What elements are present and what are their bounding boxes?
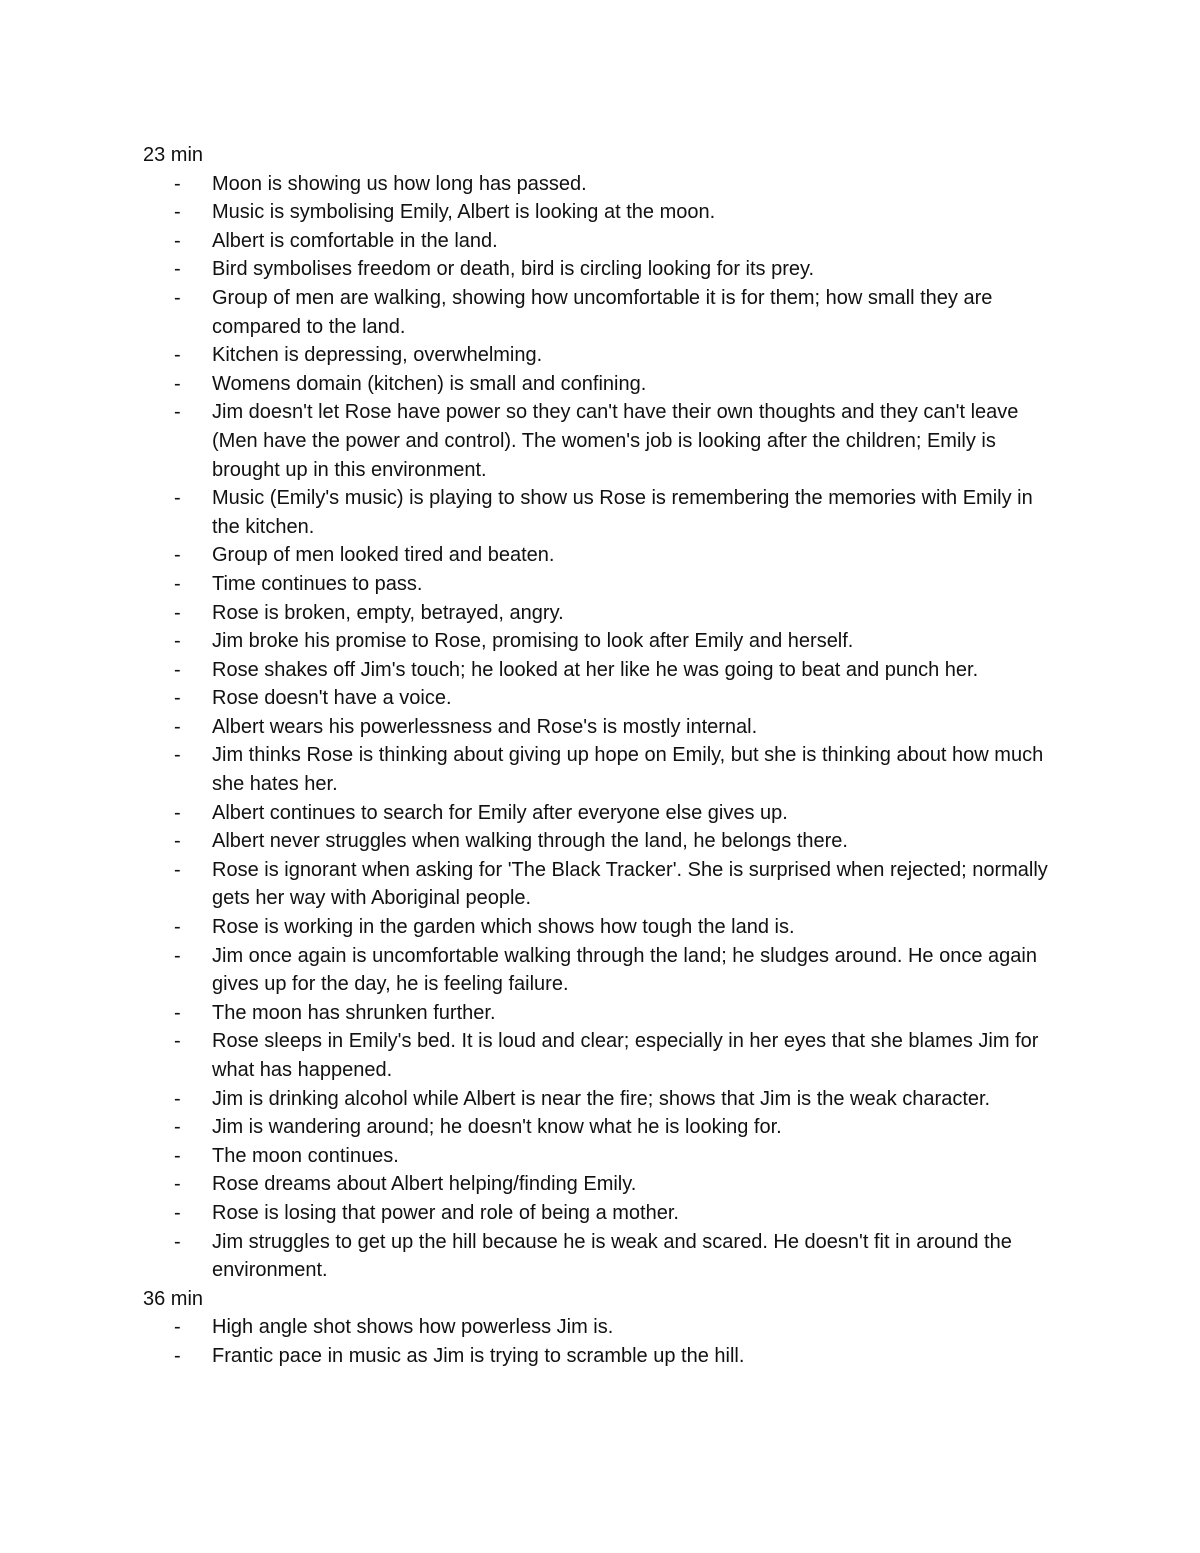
- note-text: Rose dreams about Albert helping/finding Emily.: [212, 1173, 637, 1196]
- list-item: [143, 1342, 1063, 1371]
- list-item: [143, 198, 1063, 227]
- note-text: Womens domain (kitchen) is small and confining.: [212, 372, 647, 395]
- list-item: [143, 1313, 1063, 1342]
- list-item: [143, 398, 1063, 484]
- dash-bullet: -: [174, 1344, 181, 1367]
- list-item: [143, 713, 1063, 742]
- dash-bullet: -: [174, 658, 181, 681]
- note-text: Jim doesn't let Rose have power so they can't have their own thoughts and they can't leave (Men have the power and control). The women's job is looking after the children; Emily is brought up in this environment.: [212, 401, 1019, 481]
- section-heading: 23 min: [143, 144, 204, 166]
- dash-bullet: -: [174, 687, 181, 710]
- dash-bullet: -: [174, 1116, 181, 1139]
- list-item: [143, 684, 1063, 713]
- dash-bullet: -: [174, 1316, 181, 1339]
- note-text: Jim is drinking alcohol while Albert is near the fire; shows that Jim is the weak character.: [212, 1087, 991, 1110]
- dash-bullet: -: [174, 229, 181, 252]
- dash-bullet: -: [174, 1087, 181, 1110]
- dash-bullet: -: [174, 801, 181, 824]
- dash-bullet: -: [174, 1001, 181, 1024]
- list-item: [143, 741, 1063, 798]
- note-text: Albert wears his powerlessness and Rose's is mostly internal.: [212, 715, 758, 738]
- list-item: [143, 1228, 1063, 1285]
- note-text: Albert is comfortable in the land.: [212, 229, 498, 252]
- document-page: [143, 141, 1063, 1371]
- note-text: Frantic pace in music as Jim is trying to scramble up the hill.: [212, 1344, 745, 1367]
- list-item: [143, 570, 1063, 599]
- list-item: [143, 627, 1063, 656]
- note-text: Moon is showing us how long has passed.: [212, 172, 587, 195]
- dash-bullet: -: [174, 487, 181, 510]
- note-text: Bird symbolises freedom or death, bird is circling looking for its prey.: [212, 258, 815, 281]
- note-text: The moon has shrunken further.: [212, 1001, 496, 1024]
- list-item: [143, 541, 1063, 570]
- dash-bullet: -: [174, 916, 181, 939]
- list-item: [143, 942, 1063, 999]
- list-item: [143, 1027, 1063, 1084]
- list-item: [143, 1113, 1063, 1142]
- dash-bullet: -: [174, 1201, 181, 1224]
- dash-bullet: -: [174, 286, 181, 309]
- note-text: High angle shot shows how powerless Jim is.: [212, 1316, 614, 1339]
- note-list: [143, 1313, 1063, 1370]
- note-text: Music is symbolising Emily, Albert is looking at the moon.: [212, 201, 716, 224]
- section-23-min: [143, 141, 1063, 1285]
- note-text: Group of men looked tired and beaten.: [212, 544, 555, 567]
- note-text: The moon continues.: [212, 1144, 399, 1167]
- note-text: Jim struggles to get up the hill because he is weak and scared. He doesn't fit in around the environment.: [212, 1230, 1012, 1282]
- dash-bullet: -: [174, 572, 181, 595]
- dash-bullet: -: [174, 630, 181, 653]
- note-text: Jim broke his promise to Rose, promising to look after Emily and herself.: [212, 630, 854, 653]
- note-text: Jim thinks Rose is thinking about giving up hope on Emily, but she is thinking about how much she hates her.: [212, 744, 1044, 796]
- dash-bullet: -: [174, 944, 181, 967]
- note-text: Albert never struggles when walking through the land, he belongs there.: [212, 830, 848, 853]
- dash-bullet: -: [174, 715, 181, 738]
- dash-bullet: -: [174, 401, 181, 424]
- note-text: Rose is broken, empty, betrayed, angry.: [212, 601, 564, 624]
- note-text: Albert continues to search for Emily after everyone else gives up.: [212, 801, 788, 824]
- dash-bullet: -: [174, 1030, 181, 1053]
- note-text: Jim is wandering around; he doesn't know what he is looking for.: [212, 1116, 782, 1139]
- note-text: Jim once again is uncomfortable walking through the land; he sludges around. He once again gives up for the day, he is feeling failure.: [212, 944, 1037, 996]
- note-text: Time continues to pass.: [212, 572, 423, 595]
- dash-bullet: -: [174, 744, 181, 767]
- note-text: Rose is working in the garden which shows how tough the land is.: [212, 916, 795, 939]
- dash-bullet: -: [174, 1173, 181, 1196]
- list-item: [143, 255, 1063, 284]
- dash-bullet: -: [174, 258, 181, 281]
- list-item: [143, 856, 1063, 913]
- list-item: [143, 341, 1063, 370]
- note-text: Rose is ignorant when asking for 'The Black Tracker'. She is surprised when rejected; normally gets her way with Aboriginal people.: [212, 858, 1048, 910]
- list-item: [143, 913, 1063, 942]
- note-text: Rose shakes off Jim's touch; he looked at her like he was going to beat and punch her.: [212, 658, 979, 681]
- note-text: Music (Emily's music) is playing to show us Rose is remembering the memories with Emily in the kitchen.: [212, 487, 1033, 538]
- list-item: [143, 484, 1063, 541]
- list-item: [143, 599, 1063, 628]
- dash-bullet: -: [174, 601, 181, 624]
- dash-bullet: -: [174, 830, 181, 853]
- list-item: [143, 1170, 1063, 1199]
- section-36-min: [143, 1285, 1063, 1371]
- list-item: [143, 170, 1063, 199]
- dash-bullet: -: [174, 1144, 181, 1167]
- dash-bullet: -: [174, 544, 181, 567]
- list-item: [143, 1142, 1063, 1171]
- note-text: Rose doesn't have a voice.: [212, 687, 452, 710]
- dash-bullet: -: [174, 1230, 181, 1253]
- list-item: [143, 827, 1063, 856]
- list-item: [143, 999, 1063, 1028]
- list-item: [143, 227, 1063, 256]
- list-item: [143, 1199, 1063, 1228]
- note-text: Kitchen is depressing, overwhelming.: [212, 344, 543, 367]
- list-item: [143, 1085, 1063, 1114]
- note-list: [143, 170, 1063, 1285]
- note-text: Rose is losing that power and role of being a mother.: [212, 1201, 679, 1224]
- dash-bullet: -: [174, 344, 181, 367]
- list-item: [143, 370, 1063, 399]
- note-text: Group of men are walking, showing how uncomfortable it is for them; how small they are compared to the land.: [212, 286, 993, 338]
- dash-bullet: -: [174, 201, 181, 224]
- list-item: [143, 656, 1063, 685]
- section-heading: 36 min: [143, 1287, 204, 1310]
- list-item: [143, 799, 1063, 828]
- dash-bullet: -: [174, 372, 181, 395]
- list-item: [143, 284, 1063, 341]
- dash-bullet: -: [174, 858, 181, 881]
- note-text: Rose sleeps in Emily's bed. It is loud and clear; especially in her eyes that she blames Jim for what has happened.: [212, 1030, 1039, 1081]
- dash-bullet: -: [174, 172, 181, 195]
